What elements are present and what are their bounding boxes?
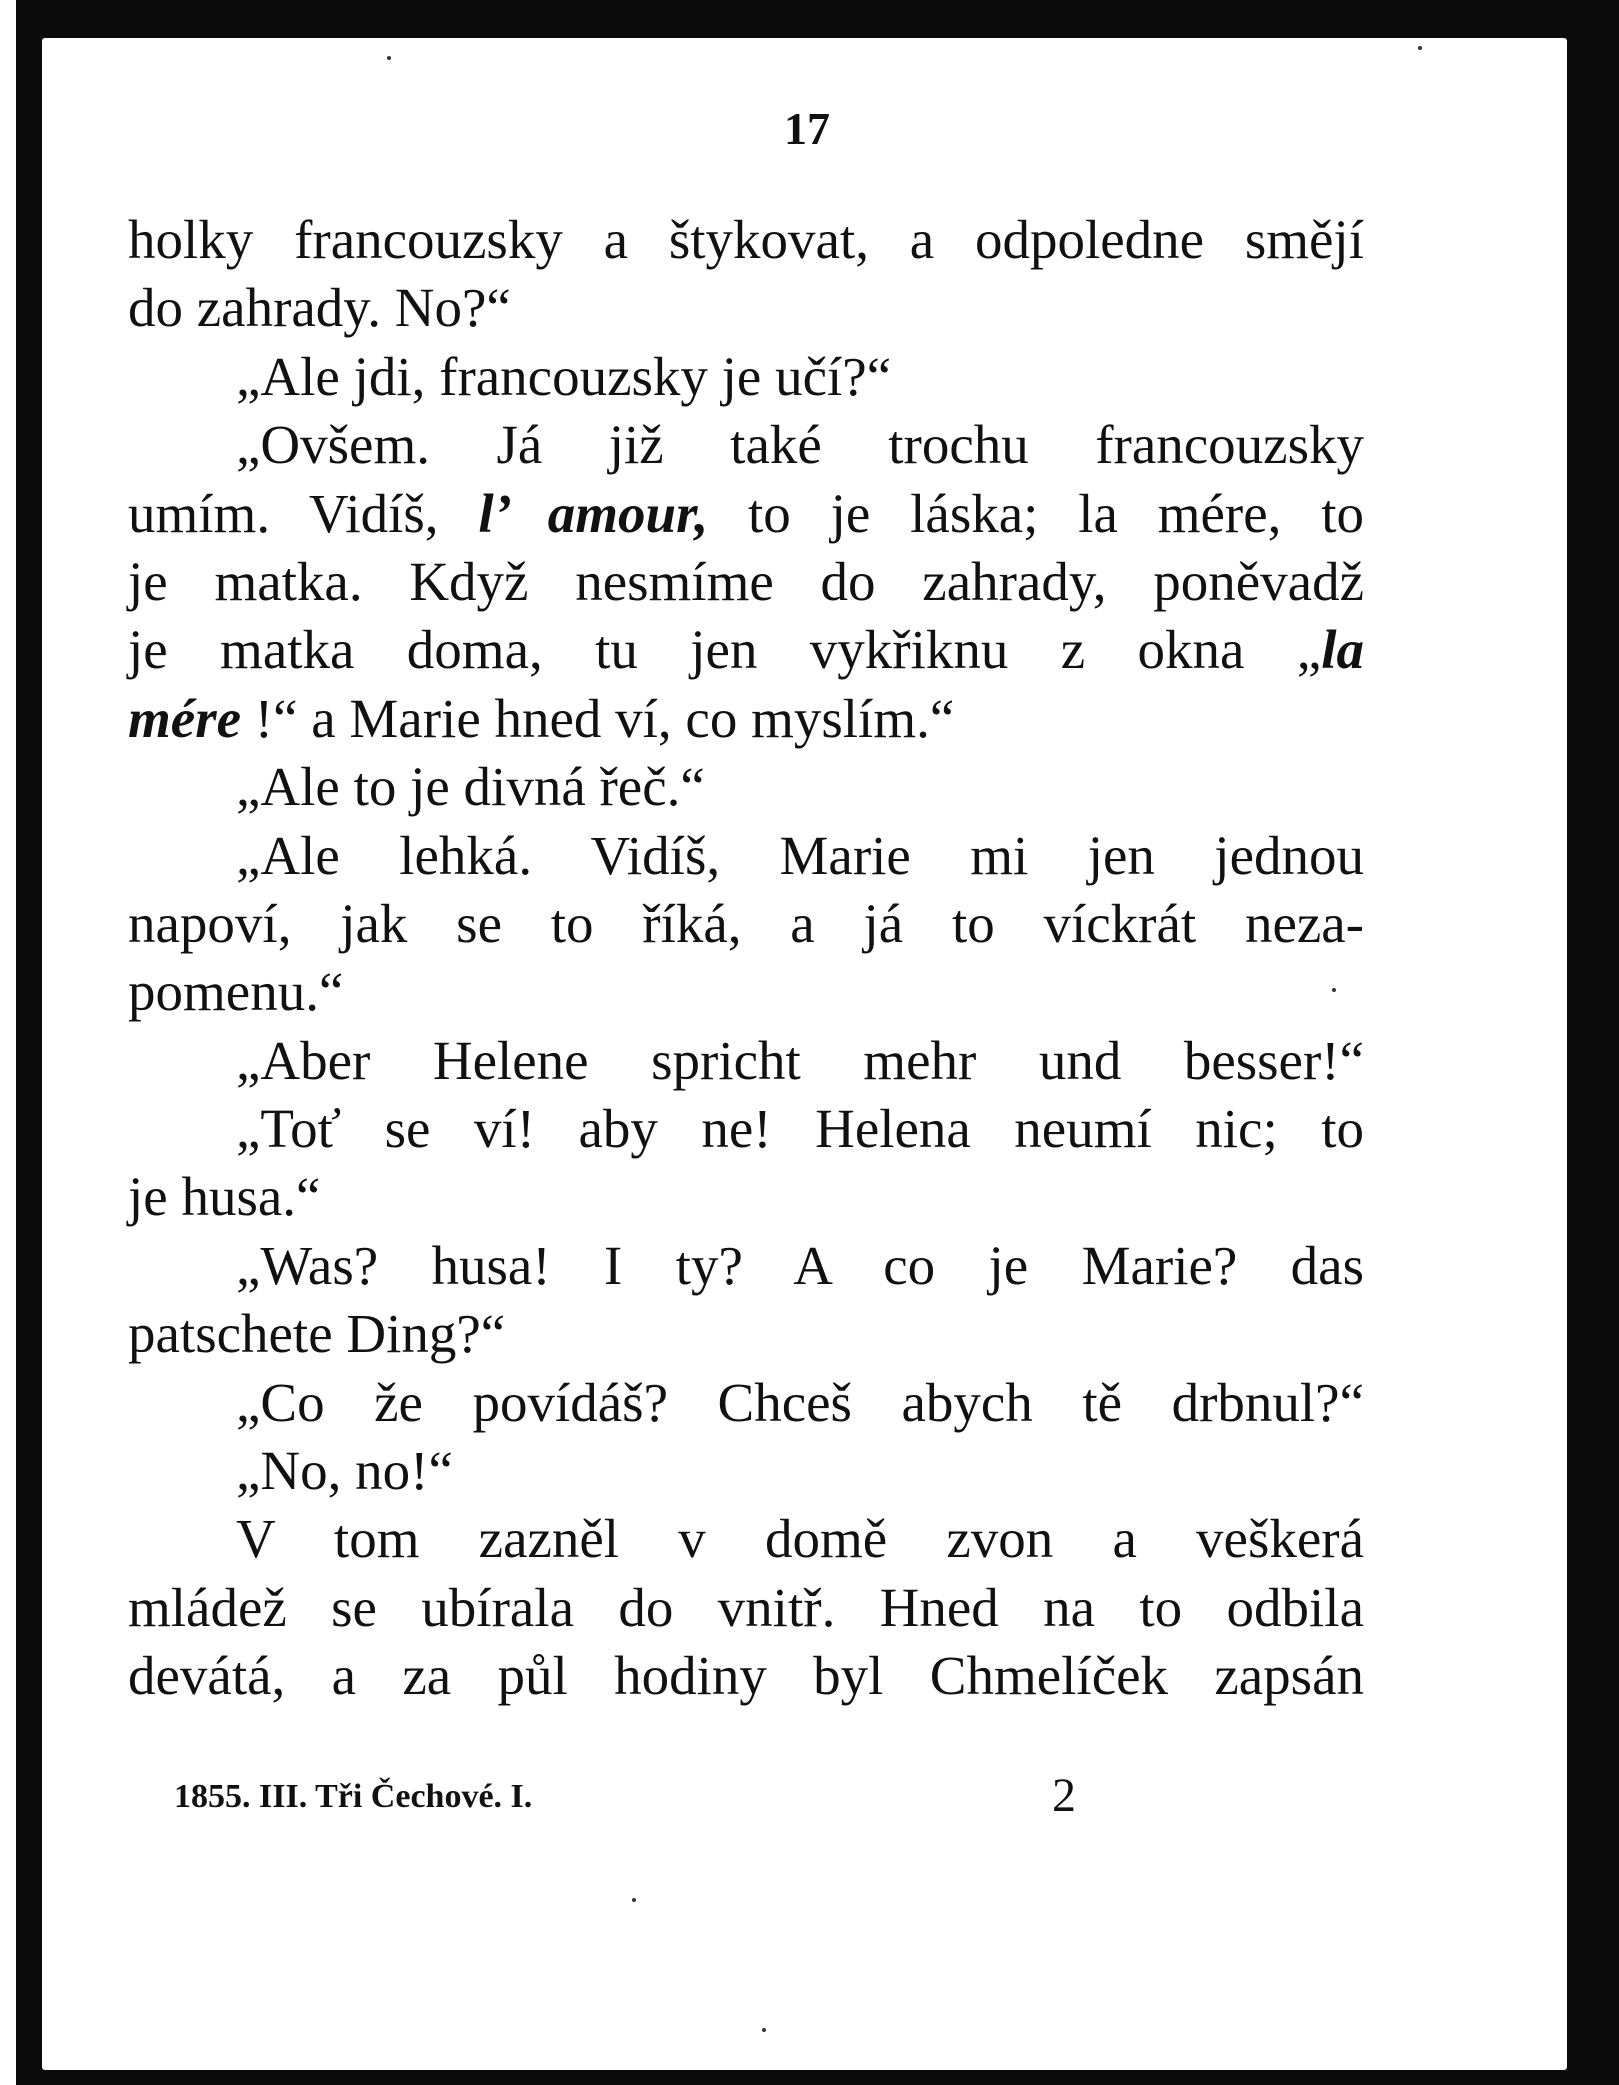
printer-signature: 1855. III. Tři Čechové. I. [174, 1778, 533, 1815]
paper-speck [1332, 988, 1336, 992]
paper-speck [762, 2028, 766, 2032]
text-line-21: mládež se ubírala do vnitř. Hned na to odbila [128, 1576, 1364, 1638]
text-line-3: „Ale jdi, francouzsky je učí?“ [236, 345, 892, 407]
text-line-12: pomenu.“ [128, 961, 344, 1023]
text-line-8: mére !“ a Marie hned ví, co myslím.“ [128, 687, 955, 749]
text-line-18: „Co že povídáš? Chceš abych tě drbnul?“ [236, 1371, 1364, 1433]
text-line-13: „Aber Helene spricht mehr und besser!“ [236, 1029, 1364, 1091]
text-line-6: je matka. Když nesmíme do zahrady, poněvadž [128, 550, 1364, 612]
italic-word: la [1321, 619, 1364, 681]
adjacent-page-edge [0, 0, 16, 2085]
text-line-14: „Toť se ví! aby ne! Helena neumí nic; to [236, 1098, 1364, 1160]
italic-phrase: l’ amour, [478, 482, 709, 544]
text-line-20: V tom zazněl v domě zvon a veškerá [236, 1508, 1364, 1570]
text-line-9: „Ale to je divná řeč.“ [236, 756, 705, 818]
body-text [128, 206, 1364, 1711]
text-line-2: do zahrady. No?“ [128, 277, 511, 339]
sheet-number: 2 [1052, 1769, 1076, 1822]
text-line-17: patschete Ding?“ [128, 1303, 506, 1365]
text-line-10: „Ale lehká. Vidíš, Marie mi jen jednou [236, 824, 1364, 886]
page-number: 17 [784, 103, 830, 154]
paper-speck [632, 1898, 636, 1902]
text-line-5: umím. Vidíš, l’ amour, to je láska; la mére, to [128, 482, 1365, 544]
book-page [42, 38, 1567, 2070]
italic-word: mére [128, 687, 242, 749]
text-line-19: „No, no!“ [236, 1440, 453, 1502]
text-line-22: devátá, a za půl hodiny byl Chmelíček zapsán [128, 1645, 1364, 1707]
paper-speck [1418, 46, 1422, 50]
text-line-15: je husa.“ [128, 1166, 321, 1228]
text-line-4: „Ovšem. Já již také trochu francouzsky [236, 414, 1364, 476]
paper-speck [387, 56, 391, 60]
text-line-7: je matka doma, tu jen vykřiknu z okna „la [128, 619, 1364, 681]
text-line-1: holky francouzsky a štykovat, a odpoledne smějí [128, 209, 1364, 270]
text-line-16: „Was? husa! I ty? A co je Marie? das [236, 1234, 1364, 1296]
text-line-11: napoví, jak se to říká, a já to víckrát neza- [128, 892, 1364, 954]
